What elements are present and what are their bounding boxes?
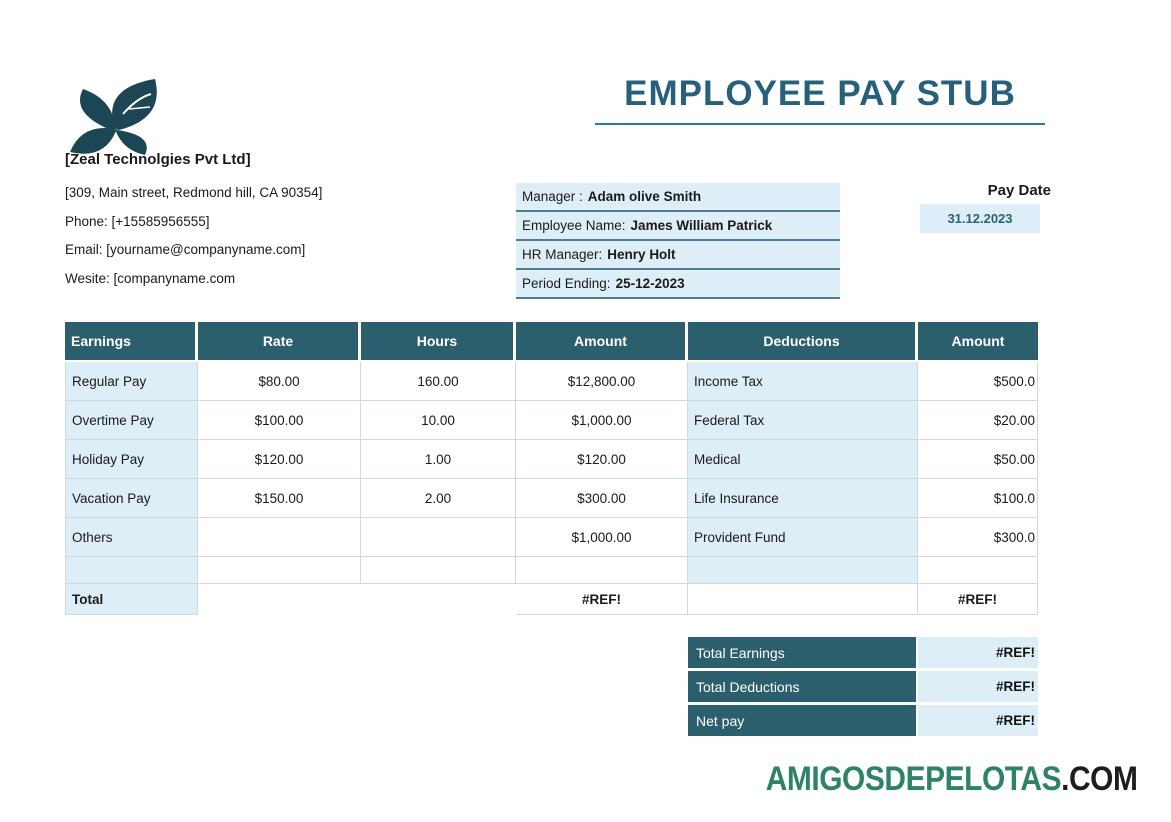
empty-cell — [516, 557, 688, 584]
summary-value: #REF! — [918, 637, 1038, 668]
empty-cell — [198, 557, 361, 584]
total-deductions-ref: #REF! — [918, 584, 1038, 615]
deduction-amount: $20.00 — [918, 401, 1038, 440]
detail-label: Manager : — [522, 189, 583, 204]
pay-table — [65, 322, 1038, 615]
deduction-name: Life Insurance — [688, 479, 918, 518]
detail-row-employee-name — [516, 212, 840, 241]
earning-rate: $80.00 — [198, 362, 361, 401]
earning-amount: $1,000.00 — [516, 401, 688, 440]
summary-block — [688, 637, 1038, 739]
deduction-amount: $500.0 — [918, 362, 1038, 401]
earning-name: Regular Pay — [65, 362, 198, 401]
summary-label: Net pay — [688, 705, 916, 736]
earning-hours — [361, 518, 516, 557]
earning-name: Vacation Pay — [65, 479, 198, 518]
earning-rate: $150.00 — [198, 479, 361, 518]
deduction-name: Federal Tax — [688, 401, 918, 440]
total-deduction-blank — [688, 584, 918, 615]
company-logo — [63, 74, 175, 158]
column-header-hours: Hours — [361, 322, 516, 362]
detail-value: James William Patrick — [630, 218, 773, 233]
summary-value: #REF! — [918, 705, 1038, 736]
column-header-earnings: Earnings — [65, 322, 198, 362]
page-title: EMPLOYEE PAY STUB — [595, 74, 1045, 125]
detail-row-period-ending — [516, 270, 840, 299]
empty-cell — [918, 557, 1038, 584]
detail-label: Period Ending: — [522, 276, 611, 291]
pay-date-value: 31.12.2023 — [920, 204, 1040, 233]
site-watermark — [765, 760, 1137, 799]
pay-date-label: Pay Date — [987, 182, 1051, 199]
detail-row-manager — [516, 183, 840, 212]
earning-amount: $12,800.00 — [516, 362, 688, 401]
earning-hours: 160.00 — [361, 362, 516, 401]
earning-rate — [198, 518, 361, 557]
company-info — [65, 151, 485, 293]
company-name: [Zeal Technolgies Pvt Ltd] — [65, 151, 251, 168]
detail-value: Adam olive Smith — [587, 189, 702, 204]
deduction-amount: $300.0 — [918, 518, 1038, 557]
earning-name: Others — [65, 518, 198, 557]
summary-row-total-earnings — [688, 637, 1038, 668]
earning-amount: $1,000.00 — [516, 518, 688, 557]
earning-name: Holiday Pay — [65, 440, 198, 479]
detail-label: Employee Name: — [522, 218, 626, 233]
deduction-name: Income Tax — [688, 362, 918, 401]
detail-value: Henry Holt — [607, 247, 676, 262]
detail-value: 25-12-2023 — [615, 276, 685, 291]
column-header-rate: Rate — [198, 322, 361, 362]
empty-cell — [361, 557, 516, 584]
earning-hours: 10.00 — [361, 401, 516, 440]
earning-name: Overtime Pay — [65, 401, 198, 440]
column-header-ded-amount: Amount — [918, 322, 1038, 362]
employee-details-block — [516, 183, 840, 299]
earning-rate: $100.00 — [198, 401, 361, 440]
deduction-amount: $100.0 — [918, 479, 1038, 518]
earning-amount: $120.00 — [516, 440, 688, 479]
column-header-amount: Amount — [516, 322, 688, 362]
total-spacer — [198, 584, 516, 615]
summary-row-total-deductions — [688, 671, 1038, 702]
company-email: Email: [yourname@companyname.com] — [65, 242, 306, 257]
deduction-name: Provident Fund — [688, 518, 918, 557]
earning-hours: 1.00 — [361, 440, 516, 479]
watermark-tld: .COM — [1060, 760, 1137, 798]
detail-row-hr-manager — [516, 241, 840, 270]
detail-label: HR Manager: — [522, 247, 603, 262]
summary-value: #REF! — [918, 671, 1038, 702]
deduction-name: Medical — [688, 440, 918, 479]
total-earnings-ref: #REF! — [516, 584, 688, 615]
deduction-amount: $50.00 — [918, 440, 1038, 479]
summary-label: Total Deductions — [688, 671, 916, 702]
watermark-brand: AMIGOSDEPELOTAS — [765, 760, 1061, 798]
company-address: [309, Main street, Redmond hill, CA 90354] — [65, 185, 323, 200]
total-label: Total — [65, 584, 198, 615]
summary-label: Total Earnings — [688, 637, 916, 668]
summary-row-net-pay — [688, 705, 1038, 736]
leaf-logo-icon — [63, 74, 175, 158]
earning-hours: 2.00 — [361, 479, 516, 518]
column-header-deductions: Deductions — [688, 322, 918, 362]
earning-rate: $120.00 — [198, 440, 361, 479]
company-phone: Phone: [+15585956555] — [65, 213, 210, 229]
empty-cell — [688, 557, 918, 584]
company-website: Wesite: [companyname.com — [65, 270, 236, 286]
empty-cell — [65, 557, 198, 584]
earning-amount: $300.00 — [516, 479, 688, 518]
